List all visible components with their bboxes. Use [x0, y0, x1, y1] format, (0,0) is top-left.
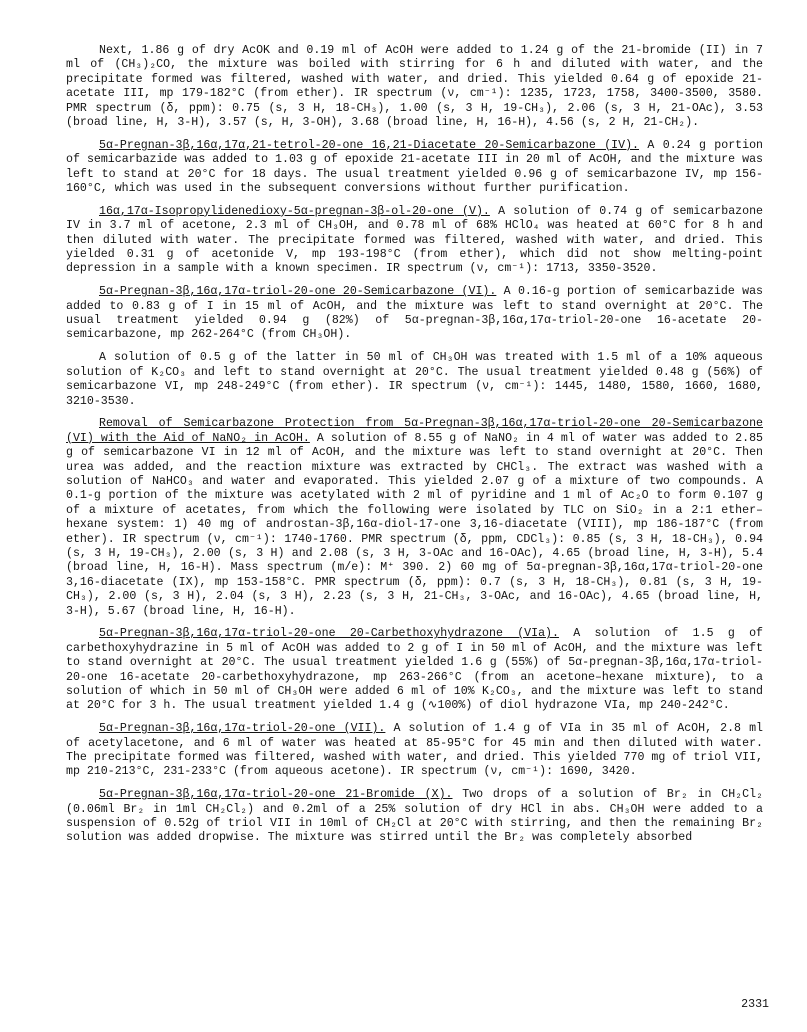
paragraph-body: A solution of 8.55 g of NaNO₂ in 4 ml of water was added to 2.85 g of semicarbazone VI in 12 ml of AcOH, and the mixture was left to stand overnight at 20°C. Then urea was added, and the reaction mixture was extracted by CHCl₃. The extract was washed with a solution of NaHCO₃ and water and evaporated. This yielded 2.07 g of a mixture of two compounds. A 0.1-g portion of the mixture was acetylated with 2 ml of pyridine and 1 ml of Ac₂O to form 0.107 g of a mixture of acetates, from which the following were isolated by TLC on SiO₂ in a 2:1 ether–hexane system: 1) 40 mg of androstan-3β,16α-diol-17-one 3,16-diacetate (VIII), mp 186-187°C (from ether). IR spectrum (ν, cm⁻¹): 1740-1760. PMR spectrum (δ, ppm, CDCl₃): 0.85 (s, 3 H, 18-CH₃), 0.94 (s, 3 H, 19-CH₃), 2.00 (s, 3 H) and 2.08 (s, 3 H, 3-OAc and 16-OAc), 4.65 (broad line, H, 3-H), 5.4 (broad line, H, 16-H). Mass spectrum (m/e): M⁺ 390. 2) 60 mg of 5α-pregnan-3β,16α,17α-triol-20-one 3,16-diacetate (IX), mp 153-158°C. PMR spectrum (δ, ppm): 0.7 (s, 3 H, 18-CH₃), 0.81 (s, 3 H, 19-CH₃), 2.00 (s, 3 H), 2.04 (s, 3 H), 2.23 (s, 3 H, 21-CH₃, 3-OAc, and 16-OAc), 4.65 (broad line, H, 3-H), 5.67 (broad line, H, 16-H). [66, 431, 763, 618]
paragraph-acetonide-v [66, 205, 763, 277]
paragraph-semicarbazone-iv [66, 139, 763, 197]
paragraph-epoxide-acetate [66, 44, 763, 130]
paragraph-title: 16α,17α-Isopropylidenedioxy-5α-pregnan-3β-ol-20-one (V). [99, 204, 490, 218]
paragraph-body: A 0.24 g portion of semicarbazide was added to 1.03 g of epoxide 21-acetate III in 20 ml of AcOH, and the mixture was left to stand at 20°C for 18 days. The usual treatment yielded 0.96 g of semicarbazone IV, mp 156-160°C, which was used in the subsequent conversions without further purification. [66, 138, 764, 196]
page-number: 2331 [741, 998, 769, 1011]
paragraph-title: 5α-Pregnan-3β,16α,17α-triol-20-one 20-Carbethoxyhydrazone (VIa). [99, 627, 559, 641]
paragraph-body: A solution of 1.5 g of carbethoxyhydrazine in 5 ml of AcOH was added to 2 g of I in 50 ml of AcOH, and the mixture was left to stand overnight at 20°C. The usual treatment yielded 1.6 g (55%) of 5α-pregnan-3β,16α,17α-triol-20-one 16-acetate 20-carbethoxyhydrazone, mp 263-266°C (from an acetone–hexane mixture), to a solution of which in 50 ml of CH₃OH were added 6 ml of 10% K₂CO₃, and the mixture was left to stand at 20°C for 3 h. The usual treatment yielded 1.4 g (∿100%) of diol hydrazone VIa, mp 240-242°C. [66, 627, 763, 713]
paragraph-title: 5α-Pregnan-3β,16α,17α-triol-20-one 20-Semicarbazone (VI). [99, 285, 497, 299]
paragraph-title: Removal of Semicarbazone Protection from 5α-Pregnan-3β,16α,17α-triol-20-one 20-Semicarbazone (VI) with the Aid of NaNO₂ in AcOH. [66, 417, 763, 445]
paragraph-body: A solution of 0.74 g of semicarbazone IV in 3.7 ml of acetone, 2.3 ml of CH₃OH, and 0.78 ml of 68% HClO₄ was heated at 60°C for 8 h and then diluted with water. The precipitate formed was filtered, washed with water, and dried. This yielded 0.31 g of acetonide V, mp 193-198°C (from ether), which did not show melting-point depression in a sample with a known specimen. IR spectrum (ν, cm⁻¹): 1713, 3350-3520. [66, 204, 763, 276]
paragraph-bromide-x [66, 788, 763, 846]
paragraph-title: 5α-Pregnan-3β,16α,17α-triol-20-one (VII). [99, 722, 386, 736]
paragraph-body: Two drops of a solution of Br₂ in CH₂Cl₂ (0.06ml Br₂ in 1ml CH₂Cl₂) and 0.2ml of a 25% solution of dry HCl in abs. CH₃OH were added to a suspension of 0.52g of triol VII in 10ml of CH₂Cl at 20°C with stirring, and then the remaining Br₂ solution was added dropwise. The mixture was stirred until the Br₂ was completely absorbed [66, 788, 763, 845]
paragraph-body: A solution of 1.4 g of VIa in 35 ml of AcOH, 2.8 ml of acetylacetone, and 6 ml of water was heated at 85-95°C for 45 min and then diluted with water. The precipitate formed was filtered, washed with water, and dried. This yielded 770 mg of triol VII, mp 210-213°C, 231-233°C (from aqueous acetone). IR spectrum (ν, cm⁻¹): 1690, 3420. [66, 722, 763, 779]
paragraph-k2co3-treatment [66, 351, 763, 409]
paragraph-title: 5α-Pregnan-3β,16α,17α,21-tetrol-20-one 16,21-Diacetate 20-Semicarbazone (IV). [99, 138, 640, 152]
paragraph-body: A 0.16-g portion of semicarbazide was added to 0.83 g of I in 15 ml of AcOH, and the mixture was left to stand overnight at 20°C. The usual treatment yielded 0.94 g (82%) of 5α-pregnan-3β,16α,17α-triol-20-one 16-acetate 20-semicarbazone, mp 262-264°C (from CH₃OH). [66, 285, 763, 342]
paragraph-triol-vii [66, 722, 763, 780]
paragraph-removal-semicarbazone [66, 417, 763, 619]
paragraph-carbethoxyhydrazone-via [66, 627, 763, 713]
paragraph-body: A solution of 0.5 g of the latter in 50 ml of CH₃OH was treated with 1.5 ml of a 10% aqueous solution of K₂CO₃ and left to stand overnight at 20°C. The usual treatment yielded 0.48 g (56%) of semicarbazone VI, mp 248-249°C (from ether). IR spectrum (ν, cm⁻¹): 1445, 1480, 1580, 1660, 1680, 3210-3530. [66, 351, 763, 408]
paragraph-title: 5α-Pregnan-3β,16α,17α-triol-20-one 21-Bromide (X). [99, 788, 453, 802]
paragraph-semicarbazone-vi [66, 285, 763, 343]
paragraph-body: Next, 1.86 g of dry AcOK and 0.19 ml of AcOH were added to 1.24 g of the 21-bromide (II) in 7 ml of (CH₃)₂CO, the mixture was boiled with stirring for 6 h and diluted with water, and the precipitate formed was filtered, washed with water, and dried. This yielded 0.64 g of epoxide 21-acetate III, mp 179-182°C (from ether). IR spectrum (ν, cm⁻¹): 1235, 1723, 1758, 3400-3500, 3580. PMR spectrum (δ, ppm): 0.75 (s, 3 H, 18-CH₃), 1.00 (s, 3 H, 19-CH₃), 2.06 (s, 3 H, 21-OAc), 3.53 (broad line, H, 3-H), 3.57 (s, H, 3-OH), 3.68 (broad line, H, 16-H), 4.56 (s, 2 H, 21-CH₂). [66, 44, 763, 130]
